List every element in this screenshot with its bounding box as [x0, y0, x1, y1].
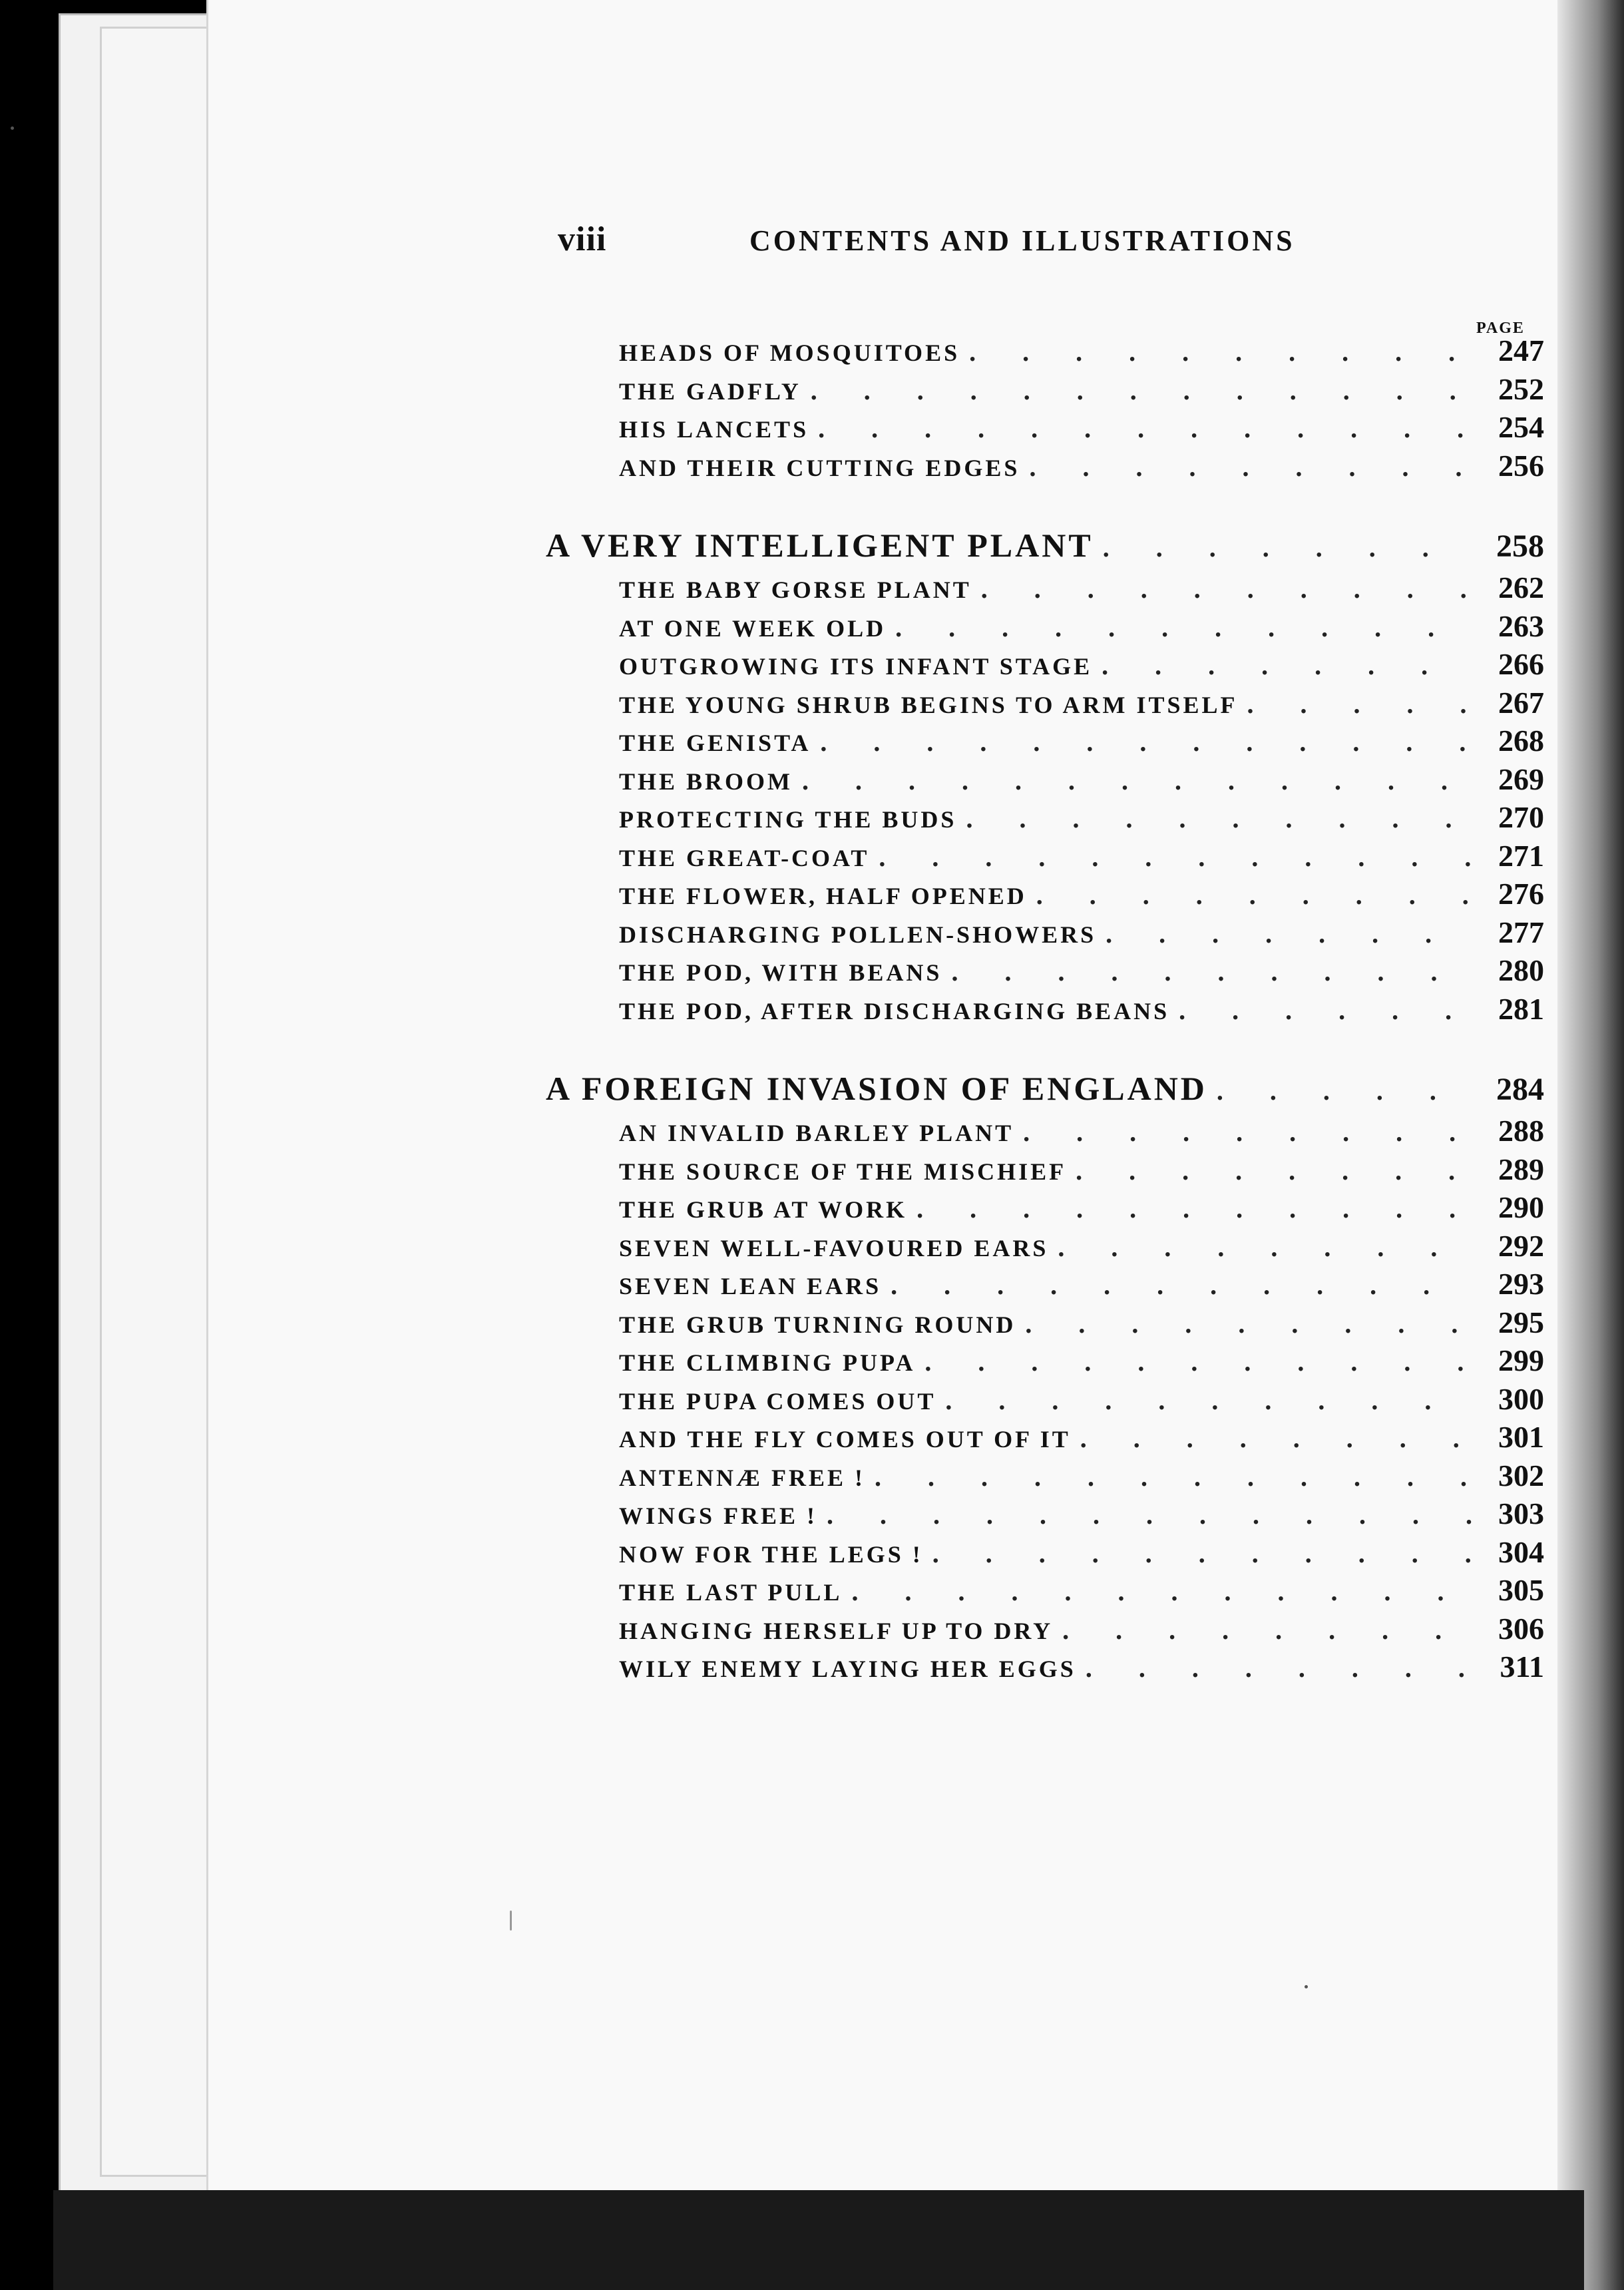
illustration-title: THE GENISTA — [619, 730, 811, 756]
illustration-title: THE YOUNG SHRUB BEGINS TO ARM ITSELF — [619, 691, 1238, 718]
illustration-entry — [619, 646, 1544, 685]
dot-leader — [981, 576, 1475, 602]
illustration-title: OUTGROWING ITS INFANT STAGE — [619, 653, 1093, 680]
illustration-title: THE GRUB TURNING ROUND — [619, 1311, 1016, 1338]
illustration-page-number: 247 — [1498, 334, 1544, 367]
illustration-page-number: 269 — [1498, 762, 1544, 796]
illustration-page-number: 252 — [1498, 371, 1544, 406]
page-edge-shadow — [1557, 0, 1624, 2290]
illustration-entry — [619, 1381, 1544, 1420]
illustration-page-number: 305 — [1498, 1573, 1544, 1607]
dot-leader — [875, 1464, 1475, 1490]
illustration-page-number: 293 — [1498, 1267, 1544, 1301]
scan-speck — [510, 1911, 512, 1931]
dot-leader — [1029, 454, 1475, 481]
dot-leader — [1179, 997, 1475, 1024]
illustration-entry — [619, 1611, 1544, 1650]
illustration-entry — [619, 1190, 1544, 1228]
dot-leader — [916, 1196, 1475, 1222]
dot-leader — [1103, 535, 1475, 561]
illustration-entry — [619, 333, 1544, 371]
toc-section — [546, 1056, 1544, 1688]
illustration-title: THE BABY GORSE PLANT — [619, 576, 972, 603]
illustration-title: THE SOURCE OF THE MISCHIEF — [619, 1158, 1067, 1185]
illustration-title: SEVEN WELL-FAVOURED EARS — [619, 1234, 1049, 1261]
illustration-page-number: 263 — [1498, 608, 1544, 643]
illustration-title: ANTENNÆ FREE ! — [619, 1464, 866, 1491]
illustration-title: THE CLIMBING PUPA — [619, 1349, 916, 1376]
chapter-page-number: 258 — [1496, 529, 1544, 564]
illustration-title: THE GREAT-COAT — [619, 844, 870, 871]
dot-leader — [1036, 882, 1475, 909]
illustration-page-number: 288 — [1498, 1114, 1544, 1148]
illustration-page-number: 292 — [1498, 1228, 1544, 1263]
dot-leader — [924, 1349, 1475, 1375]
dot-leader — [932, 1540, 1475, 1567]
illustration-list — [546, 570, 1544, 1029]
dot-leader — [820, 729, 1475, 756]
chapter-row — [546, 1056, 1544, 1113]
illustration-page-number: 281 — [1498, 991, 1544, 1026]
dot-leader — [1080, 1425, 1475, 1452]
illustration-title: WINGS FREE ! — [619, 1502, 818, 1529]
illustration-entry — [619, 1228, 1544, 1267]
dot-leader — [1062, 1617, 1475, 1644]
dot-leader — [945, 1387, 1475, 1414]
scan-speck — [1305, 1985, 1308, 1988]
dot-leader — [1025, 1311, 1475, 1337]
illustration-entry — [619, 915, 1544, 953]
illustration-page-number: 280 — [1498, 953, 1544, 987]
chapter-row — [546, 513, 1544, 570]
dot-leader — [1247, 691, 1475, 718]
illustration-title: HIS LANCETS — [619, 416, 809, 443]
illustration-title: THE POD, WITH BEANS — [619, 959, 942, 986]
illustration-page-number: 267 — [1498, 685, 1544, 720]
illustration-entry — [619, 800, 1544, 838]
illustration-entry — [619, 570, 1544, 608]
dot-leader — [891, 1272, 1475, 1299]
illustration-entry — [619, 685, 1544, 724]
illustration-title: HANGING HERSELF UP TO DRY — [619, 1617, 1054, 1644]
illustration-entry — [619, 1534, 1544, 1573]
illustration-entry — [619, 1305, 1544, 1343]
dot-leader — [811, 377, 1475, 404]
running-head — [558, 220, 1350, 273]
illustration-entry — [619, 608, 1544, 647]
illustration-page-number: 311 — [1500, 1650, 1544, 1684]
illustration-title: WILY ENEMY LAYING HER EGGS — [619, 1656, 1076, 1682]
illustration-entry — [619, 1113, 1544, 1152]
table-of-contents — [546, 333, 1544, 1688]
dot-leader — [1217, 1078, 1475, 1104]
dot-leader — [1106, 921, 1475, 947]
illustration-title: THE FLOWER, HALF OPENED — [619, 883, 1027, 909]
illustration-entry — [619, 838, 1544, 877]
illustration-page-number: 290 — [1498, 1190, 1544, 1224]
dot-leader — [969, 339, 1475, 365]
illustration-entry — [619, 1649, 1544, 1688]
dot-leader — [895, 614, 1475, 641]
illustration-page-number: 254 — [1498, 410, 1544, 444]
illustration-page-number: 306 — [1498, 1611, 1544, 1646]
illustration-entry — [619, 1458, 1544, 1496]
illustration-page-number: 268 — [1498, 724, 1544, 758]
illustration-page-number: 256 — [1498, 448, 1544, 483]
illustration-title: THE PUPA COMES OUT — [619, 1387, 936, 1415]
dot-leader — [966, 805, 1475, 832]
dot-leader — [851, 1578, 1475, 1605]
illustration-entry — [619, 448, 1544, 487]
running-title: CONTENTS AND ILLUSTRATIONS — [749, 224, 1295, 257]
illustration-title: SEVEN LEAN EARS — [619, 1273, 882, 1299]
illustration-page-number: 289 — [1498, 1152, 1544, 1186]
chapter-page-number: 284 — [1496, 1072, 1544, 1107]
illustration-entry — [619, 371, 1544, 410]
illustration-page-number: 270 — [1498, 800, 1544, 834]
illustration-page-number: 277 — [1498, 915, 1544, 949]
illustration-list — [546, 1113, 1544, 1688]
dot-leader — [818, 415, 1475, 442]
dot-leader — [802, 768, 1475, 794]
bottom-shadow — [53, 2190, 1584, 2290]
illustration-title: AND THE FLY COMES OUT OF IT — [619, 1426, 1071, 1453]
illustration-entry — [619, 991, 1544, 1030]
illustration-page-number: 301 — [1498, 1420, 1544, 1454]
dot-leader — [1023, 1119, 1475, 1146]
illustration-title: THE BROOM — [619, 768, 793, 795]
illustration-entry — [619, 1266, 1544, 1305]
illustration-page-number: 304 — [1498, 1534, 1544, 1569]
dot-leader — [1086, 1655, 1475, 1682]
toc-section — [546, 333, 1544, 486]
chapter-title: A FOREIGN INVASION OF ENGLAND — [546, 1070, 1207, 1107]
illustration-page-number: 276 — [1498, 877, 1544, 911]
illustration-entry — [619, 762, 1544, 800]
illustration-page-number: 303 — [1498, 1496, 1544, 1530]
illustration-title: NOW FOR THE LEGS ! — [619, 1540, 923, 1568]
illustration-page-number: 302 — [1498, 1458, 1544, 1492]
illustration-title: HEADS OF MOSQUITOES — [619, 340, 960, 366]
illustration-entry — [619, 1152, 1544, 1190]
dot-leader — [827, 1502, 1475, 1528]
toc-section — [546, 513, 1544, 1029]
illustration-page-number: 300 — [1498, 1381, 1544, 1416]
illustration-entry — [619, 409, 1544, 448]
chapter-title: A VERY INTELLIGENT PLANT — [546, 527, 1094, 564]
dot-leader — [1058, 1234, 1475, 1261]
illustration-title: DISCHARGING POLLEN-SHOWERS — [619, 921, 1097, 948]
illustration-title: THE GADFLY — [619, 377, 801, 405]
illustration-entry — [619, 953, 1544, 991]
illustration-title: THE GRUB AT WORK — [619, 1196, 908, 1223]
page-column-label: PAGE — [1476, 320, 1525, 337]
dot-leader — [879, 844, 1475, 871]
illustration-entry — [619, 723, 1544, 762]
illustration-title: AN INVALID BARLEY PLANT — [619, 1120, 1014, 1146]
illustration-page-number: 299 — [1498, 1343, 1544, 1377]
illustration-list — [546, 333, 1544, 486]
illustration-entry — [619, 1496, 1544, 1534]
illustration-entry — [619, 876, 1544, 915]
illustration-page-number: 266 — [1498, 647, 1544, 681]
dot-leader — [1076, 1158, 1475, 1184]
illustration-entry — [619, 1343, 1544, 1381]
page-folio: viii — [558, 220, 607, 258]
illustration-title: PROTECTING THE BUDS — [619, 806, 957, 833]
illustration-entry — [619, 1572, 1544, 1611]
illustration-page-number: 295 — [1498, 1305, 1544, 1339]
illustration-title: THE POD, AFTER DISCHARGING BEANS — [619, 997, 1170, 1025]
illustration-title: AT ONE WEEK OLD — [619, 614, 887, 642]
dot-leader — [951, 959, 1475, 985]
illustration-title: THE LAST PULL — [619, 1579, 843, 1606]
illustration-page-number: 271 — [1498, 838, 1544, 873]
dot-leader — [1102, 652, 1475, 679]
illustration-page-number: 262 — [1498, 571, 1544, 604]
illustration-title: AND THEIR CUTTING EDGES — [619, 454, 1020, 481]
scan-speck — [11, 126, 14, 130]
illustration-entry — [619, 1419, 1544, 1458]
